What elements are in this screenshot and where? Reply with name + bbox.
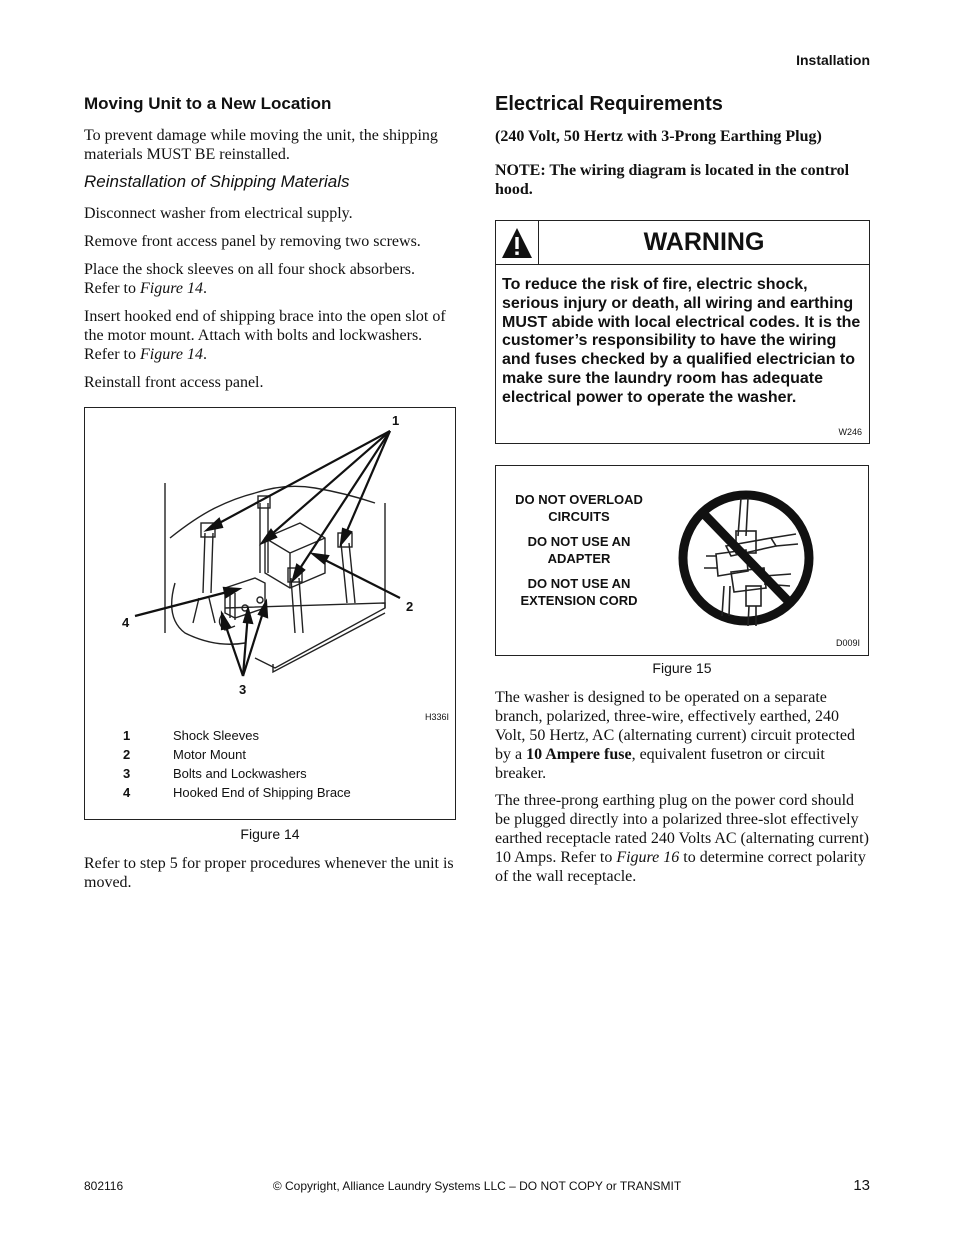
legend-row: 3 Bolts and Lockwashers	[123, 766, 307, 781]
circuit-paragraph: The washer is designed to be operated on a separate branch, polarized, three-wire, effectively earthed, 240 Volt, 50 Hertz, AC (alternating current) circuit protected by a 10 Ampere fuse, equivalent fusetron or circuit breaker.	[495, 689, 856, 782]
no-overload-label: DO NOT OVERLOAD CIRCUITS	[515, 492, 643, 524]
prohibited-plug-icon	[676, 476, 816, 640]
legend-row: 4 Hooked End of Shipping Brace	[123, 785, 351, 800]
figure-14-legend	[123, 728, 351, 804]
plug-paragraph: The three-prong earthing plug on the power cord should be plugged directly into a polarized three-slot effectively earthed receptacle rated 240 Volts AC (alternating current) 10 Amps. Refer to Figure 16 to determine correct polarity of the wall receptacle.	[495, 792, 869, 885]
section-heading-electrical: Electrical Requirements	[495, 93, 723, 115]
callout-3: 3	[239, 682, 247, 697]
warning-code: W246	[838, 427, 862, 437]
callout-1: 1	[392, 413, 400, 428]
no-extension-cord-label: DO NOT USE AN EXTENSION CORD	[520, 576, 638, 608]
subheading-reinstallation: Reinstallation of Shipping Materials	[84, 172, 350, 191]
no-adapter-label: DO NOT USE AN ADAPTER	[527, 534, 631, 566]
legend-row: 2 Motor Mount	[123, 747, 246, 762]
step-reinstall-panel: Reinstall front access panel.	[84, 374, 264, 391]
section-header: Installation	[796, 52, 870, 68]
doc-number: 802116	[84, 1179, 124, 1193]
figure-14-caption: Figure 14	[240, 826, 300, 842]
intro-paragraph: To prevent damage while moving the unit, the shipping materials MUST BE reinstalled.	[84, 127, 438, 163]
legend-row: 1 Shock Sleeves	[123, 728, 259, 743]
step-disconnect: Disconnect washer from electrical supply.	[84, 205, 353, 222]
electrical-subhead: (240 Volt, 50 Hertz with 3-Prong Earthing Plug)	[495, 128, 822, 145]
warning-triangle-icon	[496, 221, 539, 264]
figure-16-reference[interactable]: Figure 16	[616, 849, 680, 866]
figure-14-reference[interactable]: Figure 14	[139, 280, 203, 297]
callout-4: 4	[122, 615, 130, 630]
callout-2: 2	[406, 599, 414, 614]
section-heading-moving: Moving Unit to a New Location	[84, 94, 332, 113]
figure-15-code: D009I	[835, 638, 860, 648]
step-shock-sleeves: Place the shock sleeves on all four shock absorbers. Refer to Figure 14.	[84, 261, 416, 297]
closing-paragraph: Refer to step 5 for proper procedures whenever the unit is moved.	[84, 855, 454, 891]
figure-15-box	[495, 465, 869, 656]
figure-14-code: H336I	[425, 712, 450, 722]
warning-box	[495, 220, 870, 444]
wiring-note: NOTE: The wiring diagram is located in the control hood.	[495, 162, 850, 198]
step-shipping-brace: Insert hooked end of shipping brace into the open slot of the motor mount. Attach with bolts and lockwashers. Refer to Figure 14.	[84, 308, 446, 363]
figure-14-box	[84, 407, 456, 820]
figure-15-caption: Figure 15	[652, 660, 712, 676]
warning-text: To reduce the risk of fire, electric shock, serious injury or death, all wiring and earthing MUST abide with local electrical codes. It is the customer’s responsibility to have the wiring and fuses checked by a qualified electrician to make sure the laundry room has adequate electrical power to operate the washer.	[502, 276, 861, 406]
step-remove-panel: Remove front access panel by removing two screws.	[84, 233, 421, 250]
page-number: 13	[853, 1177, 870, 1194]
figure-14-reference[interactable]: Figure 14	[139, 346, 203, 363]
warning-title: WARNING	[643, 228, 765, 256]
copyright-notice: © Copyright, Alliance Laundry Systems LLC – DO NOT COPY or TRANSMIT	[272, 1179, 682, 1193]
